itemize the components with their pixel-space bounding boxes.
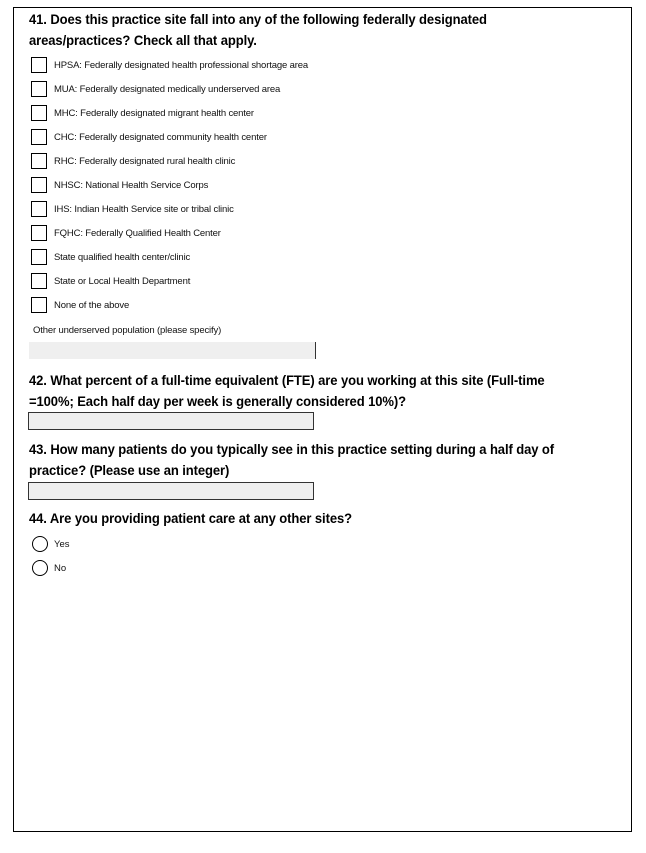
fte-percent-input[interactable]	[28, 412, 314, 430]
radio-option-yes[interactable]	[32, 535, 70, 553]
radio-button[interactable]	[32, 536, 48, 552]
other-population-input[interactable]	[29, 342, 316, 359]
checkbox-label: FQHC: Federally Qualified Health Center	[54, 227, 221, 239]
radio-button[interactable]	[32, 560, 48, 576]
checkbox[interactable]	[31, 297, 47, 313]
checkbox[interactable]	[31, 225, 47, 241]
checkbox[interactable]	[31, 129, 47, 145]
checkbox-label: None of the above	[54, 299, 130, 311]
checkbox-option-mua[interactable]	[31, 80, 280, 98]
question-42-title	[29, 370, 624, 412]
checkbox-option-fqhc[interactable]	[31, 224, 221, 242]
question-44-title	[29, 508, 624, 529]
checkbox[interactable]	[31, 177, 47, 193]
form-page	[13, 7, 632, 832]
checkbox-label: HPSA: Federally designated health professional shortage area	[54, 59, 308, 71]
question-41-title-line-2: areas/practices? Check all that apply.	[29, 32, 257, 48]
checkbox-label: NHSC: National Health Service Corps	[54, 179, 209, 191]
checkbox-label: IHS: Indian Health Service site or tribal clinic	[54, 203, 234, 215]
checkbox[interactable]	[31, 249, 47, 265]
checkbox-label: State qualified health center/clinic	[54, 251, 191, 263]
checkbox-option-mhc[interactable]	[31, 104, 254, 122]
radio-label: No	[54, 562, 67, 574]
checkbox-label: RHC: Federally designated rural health clinic	[54, 155, 236, 167]
checkbox-option-ihs[interactable]	[31, 200, 234, 218]
text-cursor	[315, 342, 316, 359]
checkbox-option-hpsa[interactable]	[31, 56, 308, 74]
radio-label: Yes	[54, 538, 70, 550]
question-41-title	[29, 9, 624, 51]
question-44-title-text: 44. Are you providing patient care at any other sites?	[29, 510, 352, 526]
checkbox[interactable]	[31, 273, 47, 289]
checkbox-option-nhsc[interactable]	[31, 176, 208, 194]
radio-option-no[interactable]	[32, 559, 66, 577]
question-43-title	[29, 439, 624, 481]
checkbox[interactable]	[31, 105, 47, 121]
checkbox-label: CHC: Federally designated community health center	[54, 131, 267, 143]
checkbox-option-rhc[interactable]	[31, 152, 235, 170]
question-43-title-line-1: 43. How many patients do you typically see in this practice setting during a half day of	[29, 441, 555, 457]
checkbox[interactable]	[31, 153, 47, 169]
other-population-label: Other underserved population (please specify)	[33, 325, 222, 336]
question-41-title-line-1: 41. Does this practice site fall into any of the following federally designated	[29, 11, 487, 27]
question-42-title-line-2: =100%; Each half day per week is generally considered 10%)?	[29, 393, 406, 409]
question-42-title-line-1: 42. What percent of a full-time equivalent (FTE) are you working at this site (Full-time	[29, 372, 545, 388]
checkbox-option-state-qualified[interactable]	[31, 248, 190, 266]
checkbox[interactable]	[31, 81, 47, 97]
checkbox-label: State or Local Health Department	[54, 275, 191, 287]
checkbox-label: MHC: Federally designated migrant health center	[54, 107, 254, 119]
checkbox-label: MUA: Federally designated medically underserved area	[54, 83, 281, 95]
checkbox[interactable]	[31, 201, 47, 217]
checkbox-option-none[interactable]	[31, 296, 129, 314]
checkbox-option-chc[interactable]	[31, 128, 267, 146]
checkbox[interactable]	[31, 57, 47, 73]
patients-per-half-day-input[interactable]	[28, 482, 314, 500]
question-43-title-line-2: practice? (Please use an integer)	[29, 462, 230, 478]
checkbox-option-health-department[interactable]	[31, 272, 190, 290]
